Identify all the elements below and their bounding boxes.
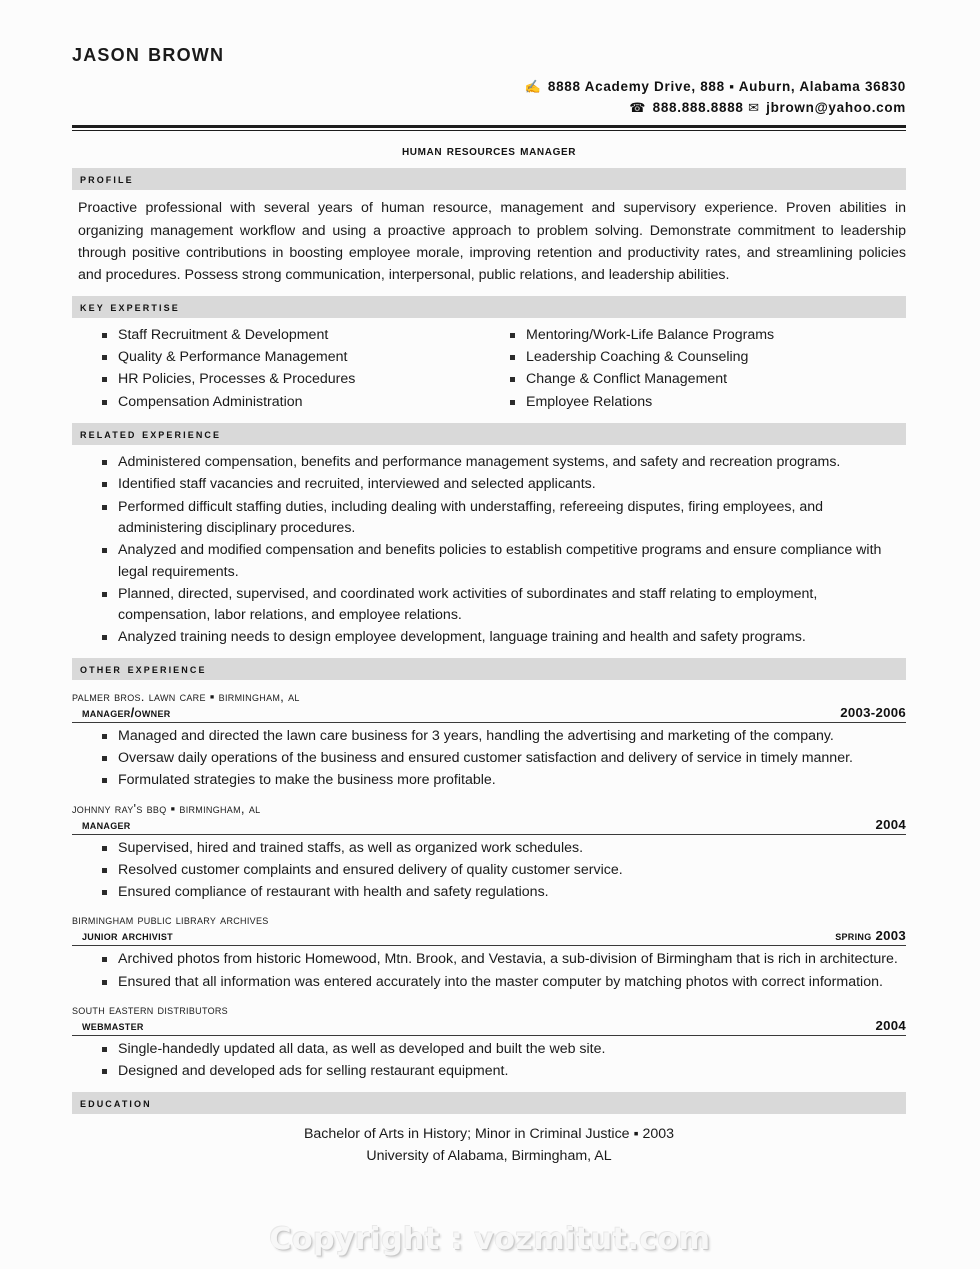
page-title: human resources manager: [401, 143, 577, 160]
resume-header: [72, 0, 906, 131]
contact-phone: 888.888.8888: [652, 100, 744, 116]
section-heading-education: education: [72, 1092, 906, 1114]
job-title: manager/owner: [82, 704, 171, 720]
job-bullet-list: [72, 838, 906, 904]
list-item: Compensation Administration: [90, 392, 498, 413]
key-expertise-list-left: [90, 325, 498, 413]
list-item: Archived photos from historic Homewood, Mtn. Brook, and Vestavia, a sub-division of Birmingham that is rich in architecture.: [72, 949, 906, 970]
job-bullet-list: [72, 1039, 906, 1083]
address-book-icon: ✍: [524, 78, 542, 94]
section-heading-profile: profile: [72, 168, 906, 190]
list-item: Mentoring/Work-Life Balance Programs: [498, 325, 906, 346]
related-experience-list: [72, 452, 906, 649]
list-item: Formulated strategies to make the business more profitable.: [72, 770, 906, 791]
list-item: Single-handedly updated all data, as well as developed and built the web site.: [72, 1039, 906, 1060]
job-title-row: [72, 705, 906, 723]
education-school: University of Alabama, Birmingham, AL: [366, 1147, 612, 1164]
list-item: Change & Conflict Management: [498, 369, 906, 390]
envelope-icon: ✉: [748, 100, 760, 116]
contact-address-line: [72, 76, 906, 98]
employer-name: johnny ray's bbq ▪ birmingham, al: [72, 800, 261, 816]
job-date: 2004: [875, 816, 906, 832]
list-item: Managed and directed the lawn care business for 3 years, handling the advertising and marketing of the company.: [72, 726, 906, 747]
list-item: Ensured that all information was entered accurately into the master computer by matching photos with correct information.: [72, 972, 906, 993]
section-heading-key-expertise: key expertise: [72, 296, 906, 318]
job-title-row: [72, 1018, 906, 1036]
key-expertise-column-right: [498, 325, 906, 414]
job-bullet-list: [72, 726, 906, 792]
job-date: 2003-2006: [840, 704, 906, 720]
job-bullet-list: [72, 949, 906, 993]
list-item: Leadership Coaching & Counseling: [498, 347, 906, 368]
list-item: Employee Relations: [498, 392, 906, 413]
section-heading-other-experience: other experience: [72, 658, 906, 680]
list-item: HR Policies, Processes & Procedures: [90, 369, 498, 390]
telephone-icon: ☎: [629, 100, 647, 116]
list-item: Staff Recruitment & Development: [90, 325, 498, 346]
experience-entry: [72, 912, 906, 993]
list-item: Analyzed training needs to design employee development, language training and health and safety programs.: [72, 627, 906, 648]
candidate-name: jason brown: [72, 39, 225, 67]
employer-name: birmingham public library archives: [72, 912, 269, 928]
job-title: webmaster: [82, 1018, 144, 1034]
list-item: Ensured compliance of restaurant with health and safety regulations.: [72, 882, 906, 903]
list-item: Analyzed and modified compensation and benefits policies to establish competitive programs and ensure compliance with legal requirements.: [72, 540, 906, 583]
profile-text: Proactive professional with several years of human resource, management and supervisory experience. Proven abilities in organizing management workflow and using a proactive approach to problem solving. Demonstrate commitment to leadership through positive contributions in boosting employee morale, improving retention and productivity rates, and streamlining policies and procedures. Possess strong communication, interpersonal, public relations, and leadership abilities.: [78, 200, 906, 284]
education-block: [72, 1123, 906, 1167]
contact-email: jbrown@yahoo.com: [766, 100, 906, 116]
resume-sheet: [72, 0, 906, 1167]
key-expertise-list-right: [498, 325, 906, 413]
job-date: 2004: [875, 1018, 906, 1034]
list-item: Quality & Performance Management: [90, 347, 498, 368]
header-divider: [72, 125, 906, 131]
experience-entry: [72, 1002, 906, 1083]
section-heading-related-experience: related experience: [72, 423, 906, 445]
experience-entry: [72, 801, 906, 904]
list-item: Oversaw daily operations of the business and ensured customer satisfaction and delivery of service in timely manner.: [72, 748, 906, 769]
list-item: Identified staff vacancies and recruited, interviewed and selected applicants.: [72, 474, 906, 495]
copyright-watermark: Copyright : vozmitut.com: [269, 1222, 711, 1257]
job-title-row: [72, 817, 906, 835]
employer-name: south eastern distributors: [72, 1002, 228, 1018]
list-item: Supervised, hired and trained staffs, as well as organized work schedules.: [72, 838, 906, 859]
list-item: Resolved customer complaints and ensured delivery of quality customer service.: [72, 860, 906, 881]
experience-entry: [72, 689, 906, 792]
education-degree: Bachelor of Arts in History; Minor in Criminal Justice ▪ 2003: [303, 1125, 675, 1142]
job-title: manager: [82, 816, 131, 832]
contact-phone-email-line: [72, 97, 906, 119]
contact-address: 8888 Academy Drive, 888 ▪ Auburn, Alabama 36830: [547, 78, 906, 94]
employer-name: palmer bros. lawn care ▪ birmingham, al: [72, 688, 300, 704]
contact-block: [72, 76, 906, 120]
job-title: junior archivist: [82, 928, 173, 944]
key-expertise-columns: [90, 325, 906, 414]
list-item: Administered compensation, benefits and performance management systems, and safety and recreation programs.: [72, 452, 906, 473]
list-item: Performed difficult staffing duties, including dealing with understaffing, refereeing disputes, firing employees, and administering disciplinary procedures.: [72, 497, 906, 540]
job-title-row: [72, 928, 906, 946]
list-item: Designed and developed ads for selling restaurant equipment.: [72, 1061, 906, 1082]
list-item: Planned, directed, supervised, and coordinated work activities of subordinates and staff relating to employment, compensation, labor relations, and employee relations.: [72, 584, 906, 627]
job-date: spring 2003: [835, 928, 906, 944]
key-expertise-column-left: [90, 325, 498, 414]
